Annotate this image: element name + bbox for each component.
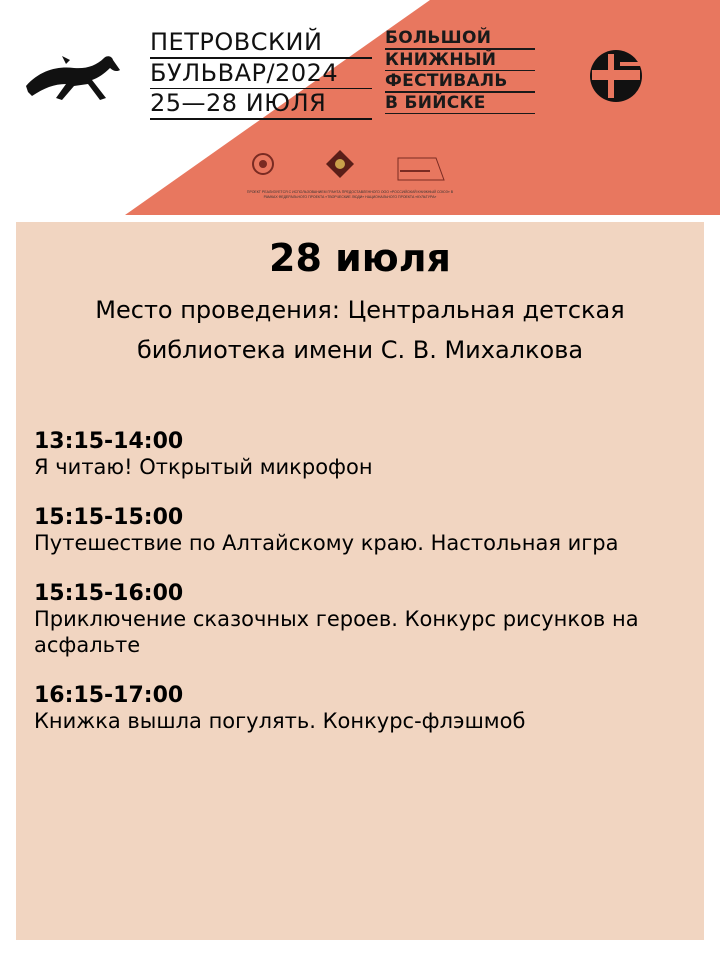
horse-logo-icon <box>26 56 120 100</box>
schedule-item <box>34 582 704 658</box>
venue-text: Место проведения: Центральная детская библиотека имени С. В. Михалкова <box>95 296 625 364</box>
schedule-time: 15:15-15:00 <box>34 505 184 530</box>
festival-subtitle <box>385 28 535 114</box>
festival-emblem-icon <box>590 50 642 102</box>
schedule-title: Приключение сказочных героев. Конкурс рисунков на асфальте <box>34 607 639 657</box>
schedule-title: Книжка вышла погулять. Конкурс-флэшмоб <box>34 709 526 733</box>
schedule-title: Я читаю! Открытый микрофон <box>34 455 373 479</box>
festival-title <box>150 28 372 120</box>
festival-subtitle-line: ФЕСТИВАЛЬ <box>385 71 508 91</box>
event-date: 28 июля <box>269 236 451 280</box>
schedule-time: 16:15-17:00 <box>34 683 184 708</box>
grant-fine-print: ПРОЕКТ РЕАЛИЗУЕТСЯ С ИСПОЛЬЗОВАНИЕМ ГРАНТА ПРЕДОСТАВЛЕННОГО ООО «РОССИЙСКИЙ КНИЖНЫЙ СОЮЗ» В РАМКАХ ФЕДЕРАЛЬНОГО ПРОЕКТА «ТВОРЧЕСКИЕ ЛЮДИ» НАЦИОНАЛЬНОГО ПРОЕКТА «КУЛЬТУРА» <box>246 190 454 199</box>
festival-subtitle-line: БОЛЬШОЙ <box>385 28 492 48</box>
schedule-time: 15:15-16:00 <box>34 581 184 606</box>
header-banner <box>0 0 720 215</box>
schedule-item <box>34 430 704 480</box>
festival-title-line: ПЕТРОВСКИЙ <box>150 28 323 56</box>
festival-dates: 25—28 ИЮЛЯ <box>150 89 327 117</box>
festival-title-line: БУЛЬВАР/2024 <box>150 58 339 87</box>
festival-subtitle-line: КНИЖНЫЙ <box>385 49 497 70</box>
schedule-title: Путешествие по Алтайскому краю. Настольная игра <box>34 531 619 555</box>
schedule-item <box>34 684 704 734</box>
schedule-card <box>16 222 704 940</box>
festival-subtitle-line: В БИЙСКЕ <box>385 92 486 113</box>
divider <box>385 113 535 115</box>
schedule-item <box>34 506 704 556</box>
schedule-time: 13:15-14:00 <box>34 429 184 454</box>
divider <box>150 118 372 120</box>
schedule-list <box>16 430 704 734</box>
